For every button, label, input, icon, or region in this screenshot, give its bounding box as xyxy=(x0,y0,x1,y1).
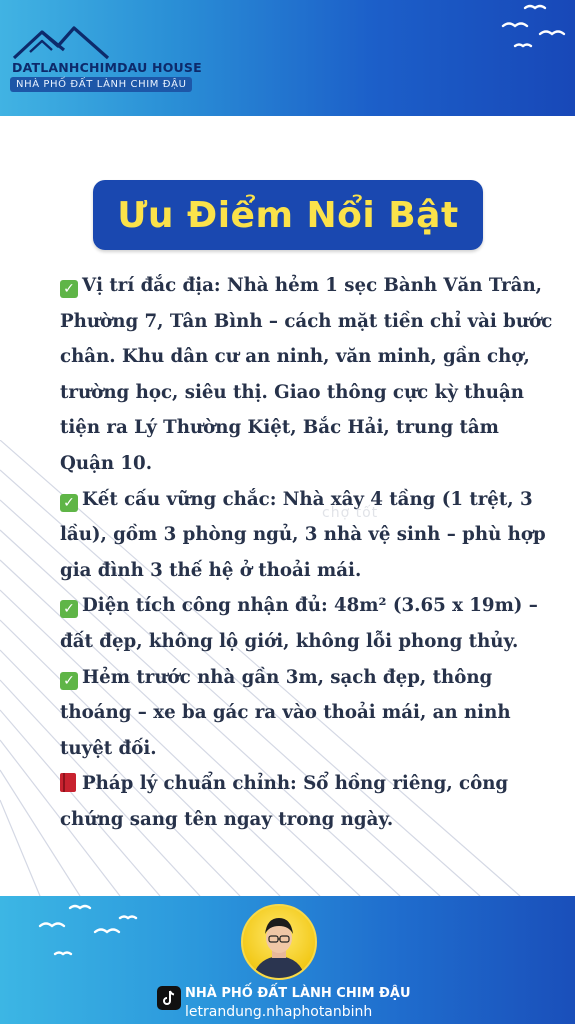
house-roof-icon xyxy=(12,22,132,62)
brand-tagline: NHÀ PHỐ ĐẤT LÀNH CHIM ĐẬU xyxy=(10,77,192,92)
footer-handle[interactable]: letrandung.nhaphotanbinh xyxy=(185,1004,373,1020)
header-banner xyxy=(0,0,575,116)
check-icon: ✓ xyxy=(60,672,78,690)
check-icon: ✓ xyxy=(60,600,78,618)
check-icon: ✓ xyxy=(60,494,78,512)
list-item-text: Kết cấu vững chắc: Nhà xây 4 tầng (1 trệt, 3 lầu), gồm 3 phòng ngủ, 3 nhà vệ sinh – phù hợp gia đình 3 thế hệ ở thoải mái. xyxy=(60,488,546,581)
list-item xyxy=(60,660,555,767)
section-title-banner xyxy=(93,180,483,250)
list-item xyxy=(60,766,555,837)
list-item-text: Diện tích công nhận đủ: 48m² (3.65 x 19m) – đất đẹp, không lộ giới, không lỗi phong thủy. xyxy=(60,595,538,652)
brand-logo xyxy=(8,18,208,98)
list-item-text: Vị trí đắc địa: Nhà hẻm 1 sẹc Bành Văn Trân, Phường 7, Tân Bình – cách mặt tiền chỉ vài bước chân. Khu dân cư an ninh, văn minh, gần chợ, trường học, siêu thị. Giao thông cực kỳ thuận tiện ra Lý Thường Kiệt, Bắc Hải, trung tâm Quận 10. xyxy=(60,275,553,474)
birds-decoration-icon xyxy=(415,0,575,60)
list-item xyxy=(60,588,555,659)
book-icon xyxy=(60,773,76,792)
birds-decoration-icon xyxy=(0,896,180,986)
tiktok-icon[interactable] xyxy=(157,986,181,1010)
feature-list xyxy=(60,268,555,838)
avatar xyxy=(241,904,317,980)
brand-name: DATLANHCHIMDAU HOUSE xyxy=(12,60,202,75)
list-item xyxy=(60,268,555,482)
section-title: Ưu Điểm Nổi Bật xyxy=(117,194,459,236)
list-item xyxy=(60,482,555,589)
check-icon: ✓ xyxy=(60,280,78,298)
footer-title: NHÀ PHỐ ĐẤT LÀNH CHIM ĐẬU xyxy=(185,986,411,1001)
watermark: chợ tốt xyxy=(322,505,379,521)
list-item-text: Hẻm trước nhà gần 3m, sạch đẹp, thông thoáng – xe ba gác ra vào thoải mái, an ninh tuyệt đối. xyxy=(60,666,511,759)
list-item-text: Pháp lý chuẩn chỉnh: Sổ hồng riêng, công chứng sang tên ngay trong ngày. xyxy=(60,773,509,830)
